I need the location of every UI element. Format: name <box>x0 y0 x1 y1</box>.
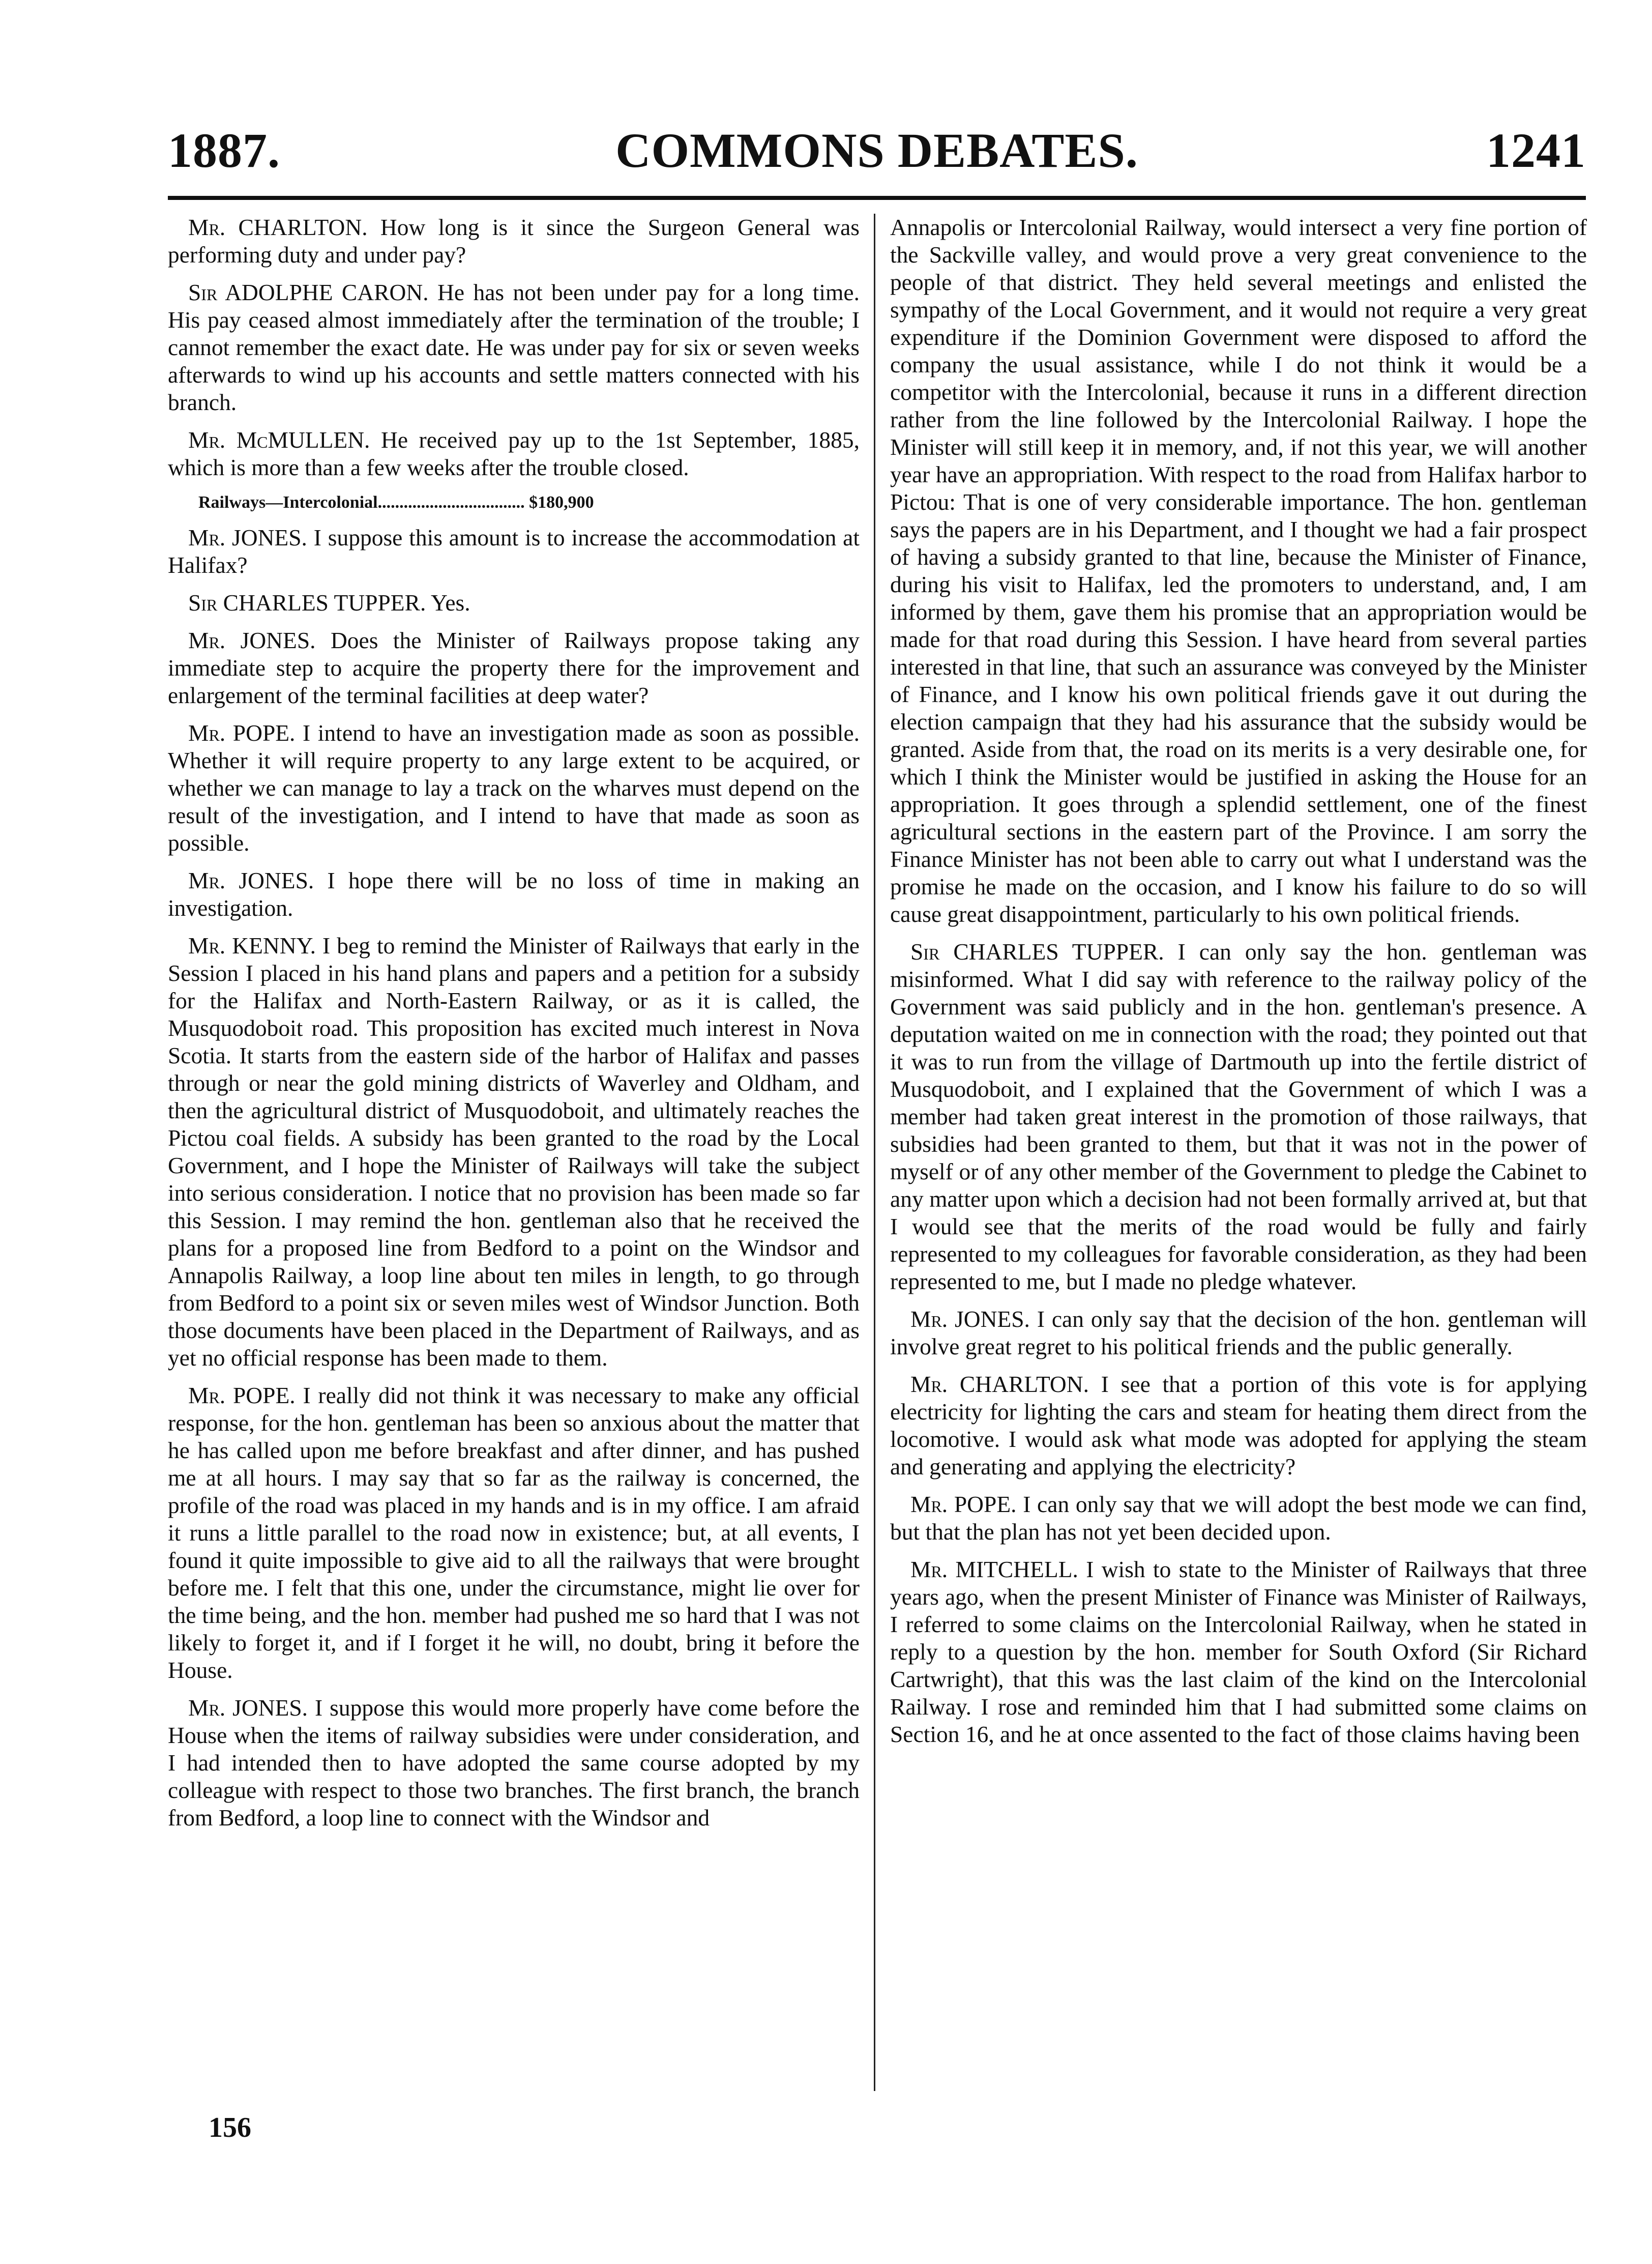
speaker-name: Mr. JONES. <box>910 1306 1030 1332</box>
speech-paragraph <box>168 214 860 269</box>
speech-paragraph <box>168 719 860 857</box>
speaker-name: Mr. JONES. <box>188 1695 308 1721</box>
speaker-name: Mr. KENNY. <box>188 933 316 959</box>
speech-text: I suppose this amount is to increase the accommodation at Halifax? <box>168 525 860 578</box>
left-column <box>168 214 860 2111</box>
header-page-number: 1241 <box>1486 123 1586 178</box>
speech-text: I really did not think it was necessary to make any official response, for the hon. gentleman has been so anxious about the matter that he has called upon me before breakfast and after dinner, and has pushed me at all hours. I may say that so far as the railway is concerned, the profile of the road was placed in my hands and is in my office. I am afraid it runs a little parallel to the road now in existence; but, at all events, I found it quite impossible to give aid to all the railways that were brought before me. I felt that this one, under the circumstance, might lie over for the time being, and the hon. member had pushed me so hard that I was not likely to forget it, and if I forget it he will, no doubt, bring it before the House. <box>168 1382 860 1683</box>
speaker-name: Sir CHARLES TUPPER. <box>910 939 1164 965</box>
right-column <box>890 214 1587 2111</box>
speech-paragraph <box>168 426 860 481</box>
speaker-name: Mr. POPE. <box>188 1382 296 1408</box>
speaker-name: Mr. CHARLTON. <box>188 214 368 240</box>
speech-paragraph <box>890 1556 1587 1748</box>
speaker-name: Mr. JONES. <box>188 525 307 550</box>
header-title: COMMONS DEBATES. <box>615 123 1138 178</box>
speech-text: I intend to have an investigation made as soon as possible. Whether it will require property to any large extent to be acquired, or whether we can manage to lay a track on the wharves must depend on the result of the investigation, and I intend to have that made as soon as possible. <box>168 720 860 856</box>
speaker-name: Mr. JONES. <box>188 867 314 893</box>
continued-paragraph: Annapolis or Intercolonial Railway, would intersect a very fine portion of the Sackville valley, and would prove a very great convenience to the people of that district. They held several meetings and enlisted the sympathy of the Local Government, and it would not require a very great expenditure if the Dominion Government were disposed to afford the company the usual assistance, while I do not think it would be a competitor with the Intercolonial, because it runs in a different direction rather from the line followed by the Intercolonial Railway. I hope the Minister will still keep it in memory, and, if not this year, we will another year have an appropriation. With respect to the road from Halifax harbor to Pictou: That is one of very considerable importance. The hon. gentleman says the papers are in his Department, and I thought we had a fair prospect of having a subsidy granted to that line, because the Minister of Finance, during his visit to Halifax, led the promoters to understand, and, I am informed by them, gave them his promise that an appropriation would be made for that road during this Session. I have heard from several parties interested in that line, that such an assurance was conveyed by the Minister of Finance, and I know his own political friends gave it out during the election campaign that they had his assurance that the subsidy would be granted. Aside from that, the road on its merits is a very desirable one, for which I think the Minister would be justified in asking the House for an appropriation. It goes through a splendid settlement, one of the finest agricultural sections in the eastern part of the Province. I am sorry the Finance Minister has not been able to carry out what I understand was the promise he made on the occasion, and I know his failure to do so will cause great disappointment, particularly to his own political friends. <box>890 214 1587 927</box>
speaker-name: Sir CHARLES TUPPER. <box>188 590 426 616</box>
speech-paragraph <box>890 1491 1587 1546</box>
speech-text: I can only say that we will adopt the best mode we can find, but that the plan has not yet been decided upon. <box>890 1491 1587 1545</box>
speech-paragraph <box>168 279 860 416</box>
speech-text: Does the Minister of Railways propose taking any immediate step to acquire the property there for the improvement and enlargement of the terminal facilities at deep water? <box>168 627 860 708</box>
speaker-name: Mr. MITCHELL. <box>910 1556 1078 1582</box>
speech-text: He received pay up to the 1st September, 1885, which is more than a few weeks after the trouble closed. <box>168 427 860 480</box>
header-rule <box>168 196 1586 200</box>
speaker-name: Mr. POPE. <box>910 1491 1017 1517</box>
speaker-name: Mr. JONES. <box>188 627 316 653</box>
page-header <box>168 122 1586 193</box>
speech-text: I can only say that the decision of the hon. gentleman will involve great regret to his political friends and the public generally. <box>890 1306 1587 1359</box>
speech-paragraph <box>168 627 860 709</box>
column-divider <box>874 214 875 2091</box>
speaker-name: Mr. POPE. <box>188 720 296 746</box>
speech-text: Yes. <box>431 590 470 616</box>
speaker-name: Mr. McMULLEN. <box>188 427 370 453</box>
speech-text: How long is it since the Surgeon General was performing duty and under pay? <box>168 214 860 268</box>
speaker-name: Mr. CHARLTON. <box>910 1371 1089 1397</box>
speech-paragraph <box>168 1382 860 1684</box>
speech-text: I wish to state to the Minister of Railways that three years ago, when the present Minister of Finance was Minister of Railways, I referred to some claims on the Intercolonial Railway, when he stated in reply to a question by the hon. member for South Oxford (Sir Richard Cartwright), that this was the last claim of the kind on the Intercolonial Railway. I rose and reminded him that I had submitted some claims on Section 16, and he at once assented to the fact of those claims having been <box>890 1556 1587 1747</box>
speech-paragraph <box>168 524 860 579</box>
speech-paragraph <box>168 589 860 617</box>
speech-paragraph <box>890 938 1587 1295</box>
vote-item: Railways—Intercolonial.................................. $180,900 <box>198 493 594 512</box>
speech-text: I see that a portion of this vote is for applying electricity for lighting the cars and steam for heating them direct from the locomotive. I would ask what mode was adopted for applying the steam and generating and applying the electricity? <box>890 1371 1587 1479</box>
speech-text: I can only say the hon. gentleman was misinformed. What I did say with reference to the railway policy of the Government was said publicly and in the hon. gentleman's presence. A deputation waited on me in connection with the road; they pointed out that it was to run from the village of Dartmouth up into the fertile district of Musquodoboit, and I explained that the Government of which I was a member had taken great interest in the promotion of those railways, that subsidies had been granted to them, but that it was not in the power of myself or of any other member of the Government to pledge the Cabinet to any matter upon which a decision had not been formally arrived at, but that I would see that the merits of the road would be fully and fairly represented to my colleagues for favorable consideration, as they had been represented to me, but I made no pledge whatever. <box>890 939 1587 1294</box>
signature-mark: 156 <box>209 2112 251 2143</box>
speech-text: I suppose this would more properly have come before the House when the items of railway subsidies were under consideration, and I had intended then to have adopted the same course adopted by my colleague with respect to those two branches. The first branch, the branch from Bedford, a loop line to connect with the Windsor and <box>168 1695 860 1831</box>
speech-paragraph <box>168 867 860 922</box>
speaker-name: Sir ADOLPHE CARON. <box>188 279 429 305</box>
speech-paragraph <box>168 932 860 1372</box>
header-year: 1887. <box>168 123 280 178</box>
speech-text: I hope there will be no loss of time in making an investigation. <box>168 867 860 921</box>
speech-paragraph <box>890 1371 1587 1481</box>
speech-text: I beg to remind the Minister of Railways that early in the Session I placed in his hand plans and papers and a petition for a subsidy for the Halifax and North-Eastern Railway, or as it is called, the Musquodoboit road. This proposition has excited much interest in Nova Scotia. It starts from the eastern side of the harbor of Halifax and passes through or near the gold mining districts of Waverley and Oldham, and then the agricultural district of Musquodoboit, and ultimately reaches the Pictou coal fields. A subsidy has been granted to the road by the Local Government, and I hope the Minister of Railways will take the subject into serious consideration. I notice that no provision has been made so far this Session. I may remind the hon. gentleman also that he received the plans for a proposed line from Bedford to a point on the Windsor and Annapolis Railway, a loop line about ten miles in length, to go through from Bedford to a point six or seven miles west of Windsor Junction. Both those documents have been placed in the Department of Railways, and as yet no official response has been made to them. <box>168 933 860 1371</box>
speech-paragraph <box>168 1694 860 1832</box>
speech-paragraph <box>890 1305 1587 1360</box>
speech-text: He has not been under pay for a long time. His pay ceased almost immediately after the termination of the trouble; I cannot remember the exact date. He was under pay for six or seven weeks afterwards to wind up his accounts and settle matters connected with his branch. <box>168 279 860 415</box>
